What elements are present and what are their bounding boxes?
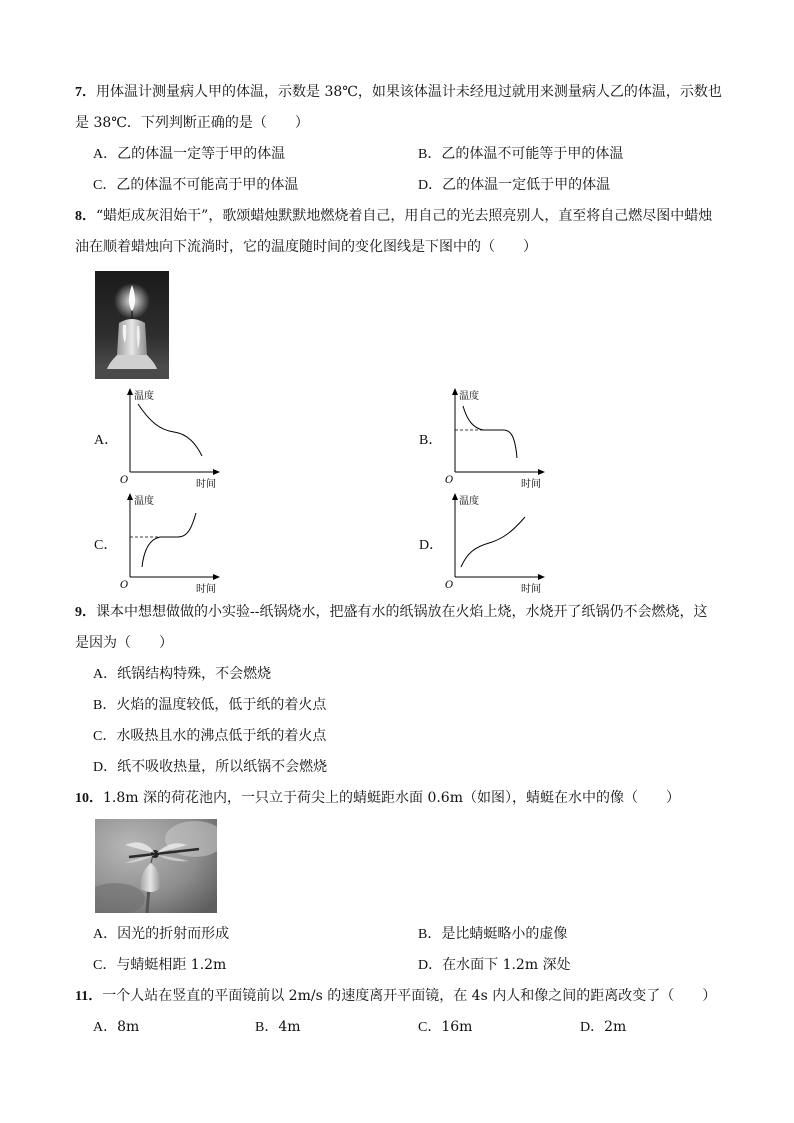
q8-text-line1: “蜡炬成灰泪始干”，歌颂蜡烛默默地燃烧着自己，用自己的光去照亮别人，直至将自己燃尽图中蜡烛 [96,208,713,224]
graph-c-curve [142,513,196,567]
q11-number: 11． [75,989,103,1004]
q11-stem-line1 [75,986,716,1007]
q7-option-a: A．乙的体温一定等于甲的体温 [93,146,286,162]
graph-a-ylabel: 温度 [134,391,154,402]
q9-option-a: A．纸锅结构特殊，不会燃烧 [93,666,272,682]
q7-number: 7． [75,85,96,100]
q9-text-line1: 课本中想想做做的小实验--纸锅烧水，把盛有水的纸锅放在火焰上烧，水烧开了纸锅仍不会燃烧，这 [96,604,708,620]
q7-option-b: B．乙的体温不可能等于甲的体温 [418,146,624,162]
q11-option-a: A．8m [93,1019,140,1035]
graph-a [112,386,228,492]
q9-stem-line1 [75,602,707,623]
q11-option-b: B．4m [255,1019,301,1035]
q9-stem-line2: 是因为（ ） [75,635,173,651]
graph-c-ylabel: 温度 [134,496,154,507]
graph-c-y-arrow [127,493,133,500]
q8-stem-line2: 油在顺着蜡烛向下流淌时，它的温度随时间的变化图线是下图中的（ ） [75,239,537,255]
q10-option-c: C．与蜻蜓相距 1.2m [93,957,227,973]
q11-option-d: D．2m [580,1019,627,1035]
graph-b-origin: O [445,475,454,486]
graph-a-origin: O [120,475,129,486]
q10-number: 10． [75,791,103,806]
q10-option-b: B．是比蜻蜓略小的虚像 [418,926,568,942]
q10-option-a: A．因光的折射而形成 [93,926,230,942]
graph-c-origin: O [120,580,129,591]
q7-option-d: D．乙的体温一定低于甲的体温 [418,177,611,193]
graph-b-curve [463,406,517,458]
q10-option-d: D．在水面下 1.2m 深处 [418,957,571,973]
graph-c [112,491,228,597]
graph-a-option-label: A． [94,433,119,448]
graph-c-x-arrow [213,574,220,580]
graph-c-option-label: C． [94,538,118,553]
graph-d-curve [461,517,525,567]
graph-a-curve [138,404,202,456]
graph-d-origin: O [445,580,454,591]
graph-d [437,491,553,597]
q11-text-line1: 一个人站在竖直的平面镜前以 2m/s 的速度离开平面镜，在 4s 内人和像之间的距离改变了（ ） [102,988,717,1004]
graph-d-option-label: D． [419,538,444,553]
graph-d-x-arrow [538,574,545,580]
q9-option-c: C．水吸热且水的沸点低于纸的着火点 [93,728,327,744]
q10-stem-line1 [75,788,680,809]
q7-text-line1: 用体温计测量病人甲的体温，示数是 38℃，如果该体温计未经甩过就用来测量病人乙的体温，示数也 [96,84,722,100]
q8-number: 8． [75,209,96,224]
graph-b-x-arrow [538,469,545,475]
q10-text-line1: 1.8m 深的荷花池内，一只立于荷尖上的蜻蜓距水面 0.6m（如图），蜻蜓在水中的像（ ） [103,790,680,806]
q7-stem-line1 [75,82,722,103]
graph-a-y-arrow [127,388,133,395]
graph-b-xlabel: 时间 [521,479,541,490]
graph-b-ylabel: 温度 [459,391,479,402]
graph-d-ylabel: 温度 [459,496,479,507]
q7-option-c: C．乙的体温不可能高于甲的体温 [93,177,299,193]
q9-option-b: B．火焰的温度较低，低于纸的着火点 [93,697,327,713]
graph-a-xlabel: 时间 [196,479,216,490]
dragonfly-photo [95,819,217,913]
q9-number: 9． [75,605,96,620]
graph-c-xlabel: 时间 [196,584,216,595]
q9-option-d: D．纸不吸收热量，所以纸锅不会燃烧 [93,759,328,775]
graph-b-option-label: B． [419,433,443,448]
graph-d-xlabel: 时间 [521,584,541,595]
graph-b [437,386,553,492]
q11-option-c: C．16m [418,1019,473,1035]
graph-d-y-arrow [452,493,458,500]
graph-b-y-arrow [452,388,458,395]
candle-photo [95,271,169,379]
q8-stem-line1 [75,206,712,227]
q7-stem-line2: 是 38℃．下列判断正确的是（ ） [75,115,309,131]
graph-a-x-arrow [213,469,220,475]
